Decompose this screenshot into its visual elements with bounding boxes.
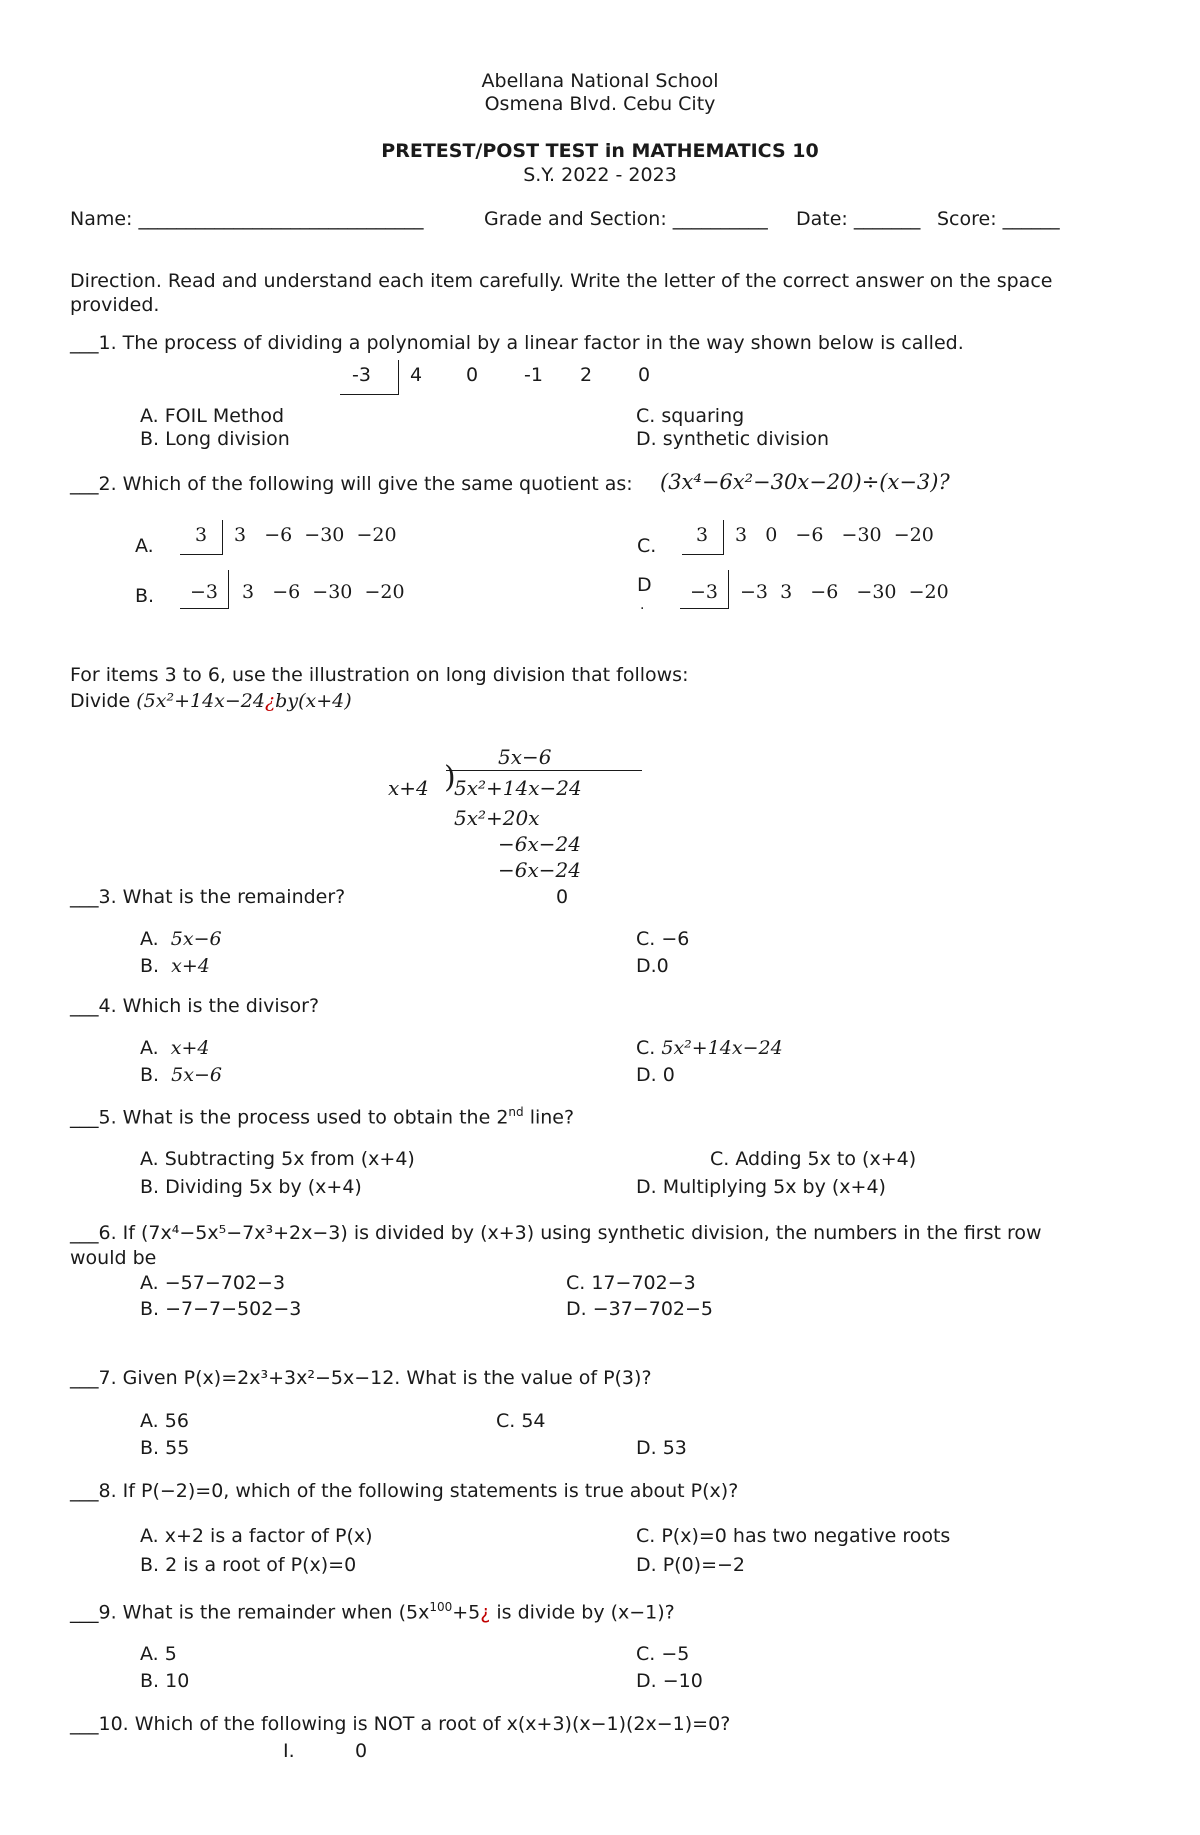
q2-d-underline — [680, 608, 729, 609]
q1-choice-a: A. FOIL Method — [140, 405, 285, 427]
score-field: Score: ______ — [937, 208, 1060, 230]
ld-line2: 5x²+20x — [454, 806, 540, 830]
date-field: Date: _______ — [796, 208, 921, 230]
school-name: Abellana National School — [481, 70, 719, 92]
q2-choice-d-label: D — [637, 574, 652, 596]
q6-choice-c: C. 17−702−3 — [566, 1272, 696, 1294]
q5-choice-a: A. Subtracting 5x from (x+4) — [140, 1148, 415, 1170]
q2-a-bar — [222, 520, 223, 554]
q7-choice-b: B. 55 — [140, 1437, 190, 1459]
long-division-intro: For items 3 to 6, use the illustration on long division that follows: — [70, 664, 689, 686]
q4-c-label: C. — [636, 1037, 656, 1059]
direction-line-1: Direction. Read and understand each item carefully. Write the letter of the correct answer on the space — [70, 270, 1053, 292]
q2-text: ___2. Which of the following will give the same quotient as: — [70, 473, 633, 495]
divide-rest: by(x+4) — [275, 690, 352, 712]
direction-line-2: provided. — [70, 294, 160, 316]
test-title: PRETEST/POST TEST in MATHEMATICS 10 — [381, 140, 819, 162]
q6-text-1: ___6. If (7x⁴−5x⁵−7x³+2x−3) is divided by (x+3) using synthetic division, the numbers in the first row — [70, 1222, 1042, 1244]
ld-bracket: ) — [444, 760, 456, 795]
q8-choice-a: A. x+2 is a factor of P(x) — [140, 1525, 373, 1547]
q2-b-row: 3 −6 −30 −20 — [242, 581, 405, 603]
q4-choice-a — [140, 1037, 210, 1059]
q3-b-label: B. — [140, 955, 160, 977]
q2-c-divisor: 3 — [696, 524, 709, 546]
q4-choice-d: D. 0 — [636, 1064, 675, 1086]
q2-d-row: −3 3 −6 −30 −20 — [740, 581, 949, 603]
q9-choice-a: A. 5 — [140, 1643, 177, 1665]
q8-choice-c: C. P(x)=0 has two negative roots — [636, 1525, 951, 1547]
ld-quotient: 5x−6 — [498, 745, 552, 769]
q4-text: ___4. Which is the divisor? — [70, 995, 320, 1017]
q4-a-label: A. — [140, 1037, 159, 1059]
q7-choice-a: A. 56 — [140, 1410, 189, 1432]
divide-glyph: ¿ — [264, 690, 276, 712]
q2-a-row: 3 −6 −30 −20 — [234, 524, 397, 546]
q4-a-value: x+4 — [170, 1037, 210, 1059]
q9-text-glyph: ¿ — [480, 1601, 491, 1624]
ld-line4: −6x−24 — [498, 858, 581, 882]
q2-a-underline — [180, 554, 223, 555]
q3-text: ___3. What is the remainder? — [70, 886, 346, 908]
q1-coef: 2 — [580, 364, 593, 386]
q9-text-post: is divide by (x−1)? — [490, 1601, 675, 1624]
q8-text: ___8. If P(−2)=0, which of the following statements is true about P(x)? — [70, 1480, 739, 1502]
divide-expression: (5x²+14x−24 — [136, 690, 265, 712]
q6-choice-b: B. −7−7−502−3 — [140, 1298, 302, 1320]
q1-synth-divisor: -3 — [352, 364, 371, 386]
q1-coef: 4 — [410, 364, 423, 386]
q10-item-i-value: 0 — [355, 1740, 368, 1762]
q2-c-bar — [723, 520, 724, 554]
q3-choice-d: D.0 — [636, 955, 669, 977]
q8-choice-d: D. P(0)=−2 — [636, 1554, 746, 1576]
q7-choice-d: D. 53 — [636, 1437, 687, 1459]
ld-dividend: 5x²+14x−24 — [454, 776, 582, 800]
q9-text-pre: ___9. What is the remainder when (5x — [70, 1601, 430, 1624]
q6-choice-d: D. −37−702−5 — [566, 1298, 713, 1320]
q5-choice-b: B. Dividing 5x by (x+4) — [140, 1176, 362, 1198]
q1-coef: 0 — [466, 364, 479, 386]
q7-choice-c: C. 54 — [496, 1410, 546, 1432]
school-year: S.Y. 2022 - 2023 — [523, 164, 677, 186]
school-address: Osmena Blvd. Cebu City — [484, 93, 716, 115]
q4-b-value: 5x−6 — [171, 1064, 222, 1086]
q3-choice-b — [140, 955, 210, 977]
q1-coef: 0 — [638, 364, 651, 386]
q2-c-underline — [682, 554, 724, 555]
q2-d-bar — [728, 570, 729, 608]
grade-section-field: Grade and Section: __________ — [484, 208, 768, 230]
q1-synth-bar — [398, 360, 399, 394]
q5-text-sup: nd — [508, 1105, 524, 1119]
q4-b-label: B. — [140, 1064, 160, 1086]
q2-choice-a-label: A. — [135, 535, 154, 557]
q5-text — [70, 1105, 574, 1128]
q3-a-label: A. — [140, 928, 159, 950]
divide-line — [70, 690, 352, 712]
q4-c-value: 5x²+14x−24 — [661, 1037, 783, 1059]
q9-choice-d: D. −10 — [636, 1670, 703, 1692]
q9-text — [70, 1600, 675, 1623]
q9-text-mid: +5 — [452, 1601, 481, 1624]
q2-expression: (3x⁴−6x²−30x−20)÷(x−3)? — [660, 470, 950, 494]
ld-line3: −6x−24 — [498, 832, 581, 856]
q1-coef: -1 — [524, 364, 543, 386]
q10-text: ___10. Which of the following is NOT a root of x(x+3)(x−1)(2x−1)=0? — [70, 1713, 731, 1735]
q5-choice-d: D. Multiplying 5x by (x+4) — [636, 1176, 886, 1198]
q1-choice-b: B. Long division — [140, 428, 290, 450]
q5-text-post: line? — [523, 1106, 575, 1129]
q4-choice-b — [140, 1064, 222, 1086]
q2-c-row: 3 0 −6 −30 −20 — [735, 524, 934, 546]
q6-choice-a: A. −57−702−3 — [140, 1272, 286, 1294]
q2-choice-c-label: C. — [637, 535, 657, 557]
ld-remainder: 0 — [556, 886, 569, 908]
q2-a-divisor: 3 — [195, 524, 208, 546]
q2-b-divisor: −3 — [190, 581, 219, 603]
q3-choice-a — [140, 928, 222, 950]
q1-synth-underline — [340, 394, 399, 395]
q3-b-value: x+4 — [171, 955, 210, 977]
ld-top-rule — [446, 770, 642, 771]
q2-b-bar — [228, 570, 229, 608]
q3-choice-c: C. −6 — [636, 928, 690, 950]
q6-text-2: would be — [70, 1247, 157, 1269]
q8-choice-b: B. 2 is a root of P(x)=0 — [140, 1554, 357, 1576]
q9-choice-b: B. 10 — [140, 1670, 190, 1692]
divide-label: Divide — [70, 690, 131, 712]
q2-d-divisor: −3 — [690, 581, 719, 603]
q2-choice-b-label: B. — [135, 585, 155, 607]
q5-choice-c: C. Adding 5x to (x+4) — [710, 1148, 917, 1170]
q7-text: ___7. Given P(x)=2x³+3x²−5x−12. What is the value of P(3)? — [70, 1367, 652, 1389]
q9-choice-c: C. −5 — [636, 1643, 690, 1665]
q1-choice-c: C. squaring — [636, 405, 745, 427]
q4-choice-c — [636, 1037, 783, 1059]
q3-a-value: 5x−6 — [170, 928, 222, 950]
q1-text: ___1. The process of dividing a polynomial by a linear factor in the way shown below is called. — [70, 332, 964, 354]
q10-item-i-label: I. — [283, 1740, 295, 1762]
name-field: Name: ______________________________ — [70, 208, 424, 230]
q5-text-pre: ___5. What is the process used to obtain the 2 — [70, 1106, 509, 1129]
q2-choice-d-dot: . — [640, 597, 645, 613]
ld-divisor: x+4 — [388, 776, 429, 800]
q2-b-underline — [180, 608, 229, 609]
q9-text-sup: 100 — [429, 1600, 453, 1614]
q1-choice-d: D. synthetic division — [636, 428, 829, 450]
